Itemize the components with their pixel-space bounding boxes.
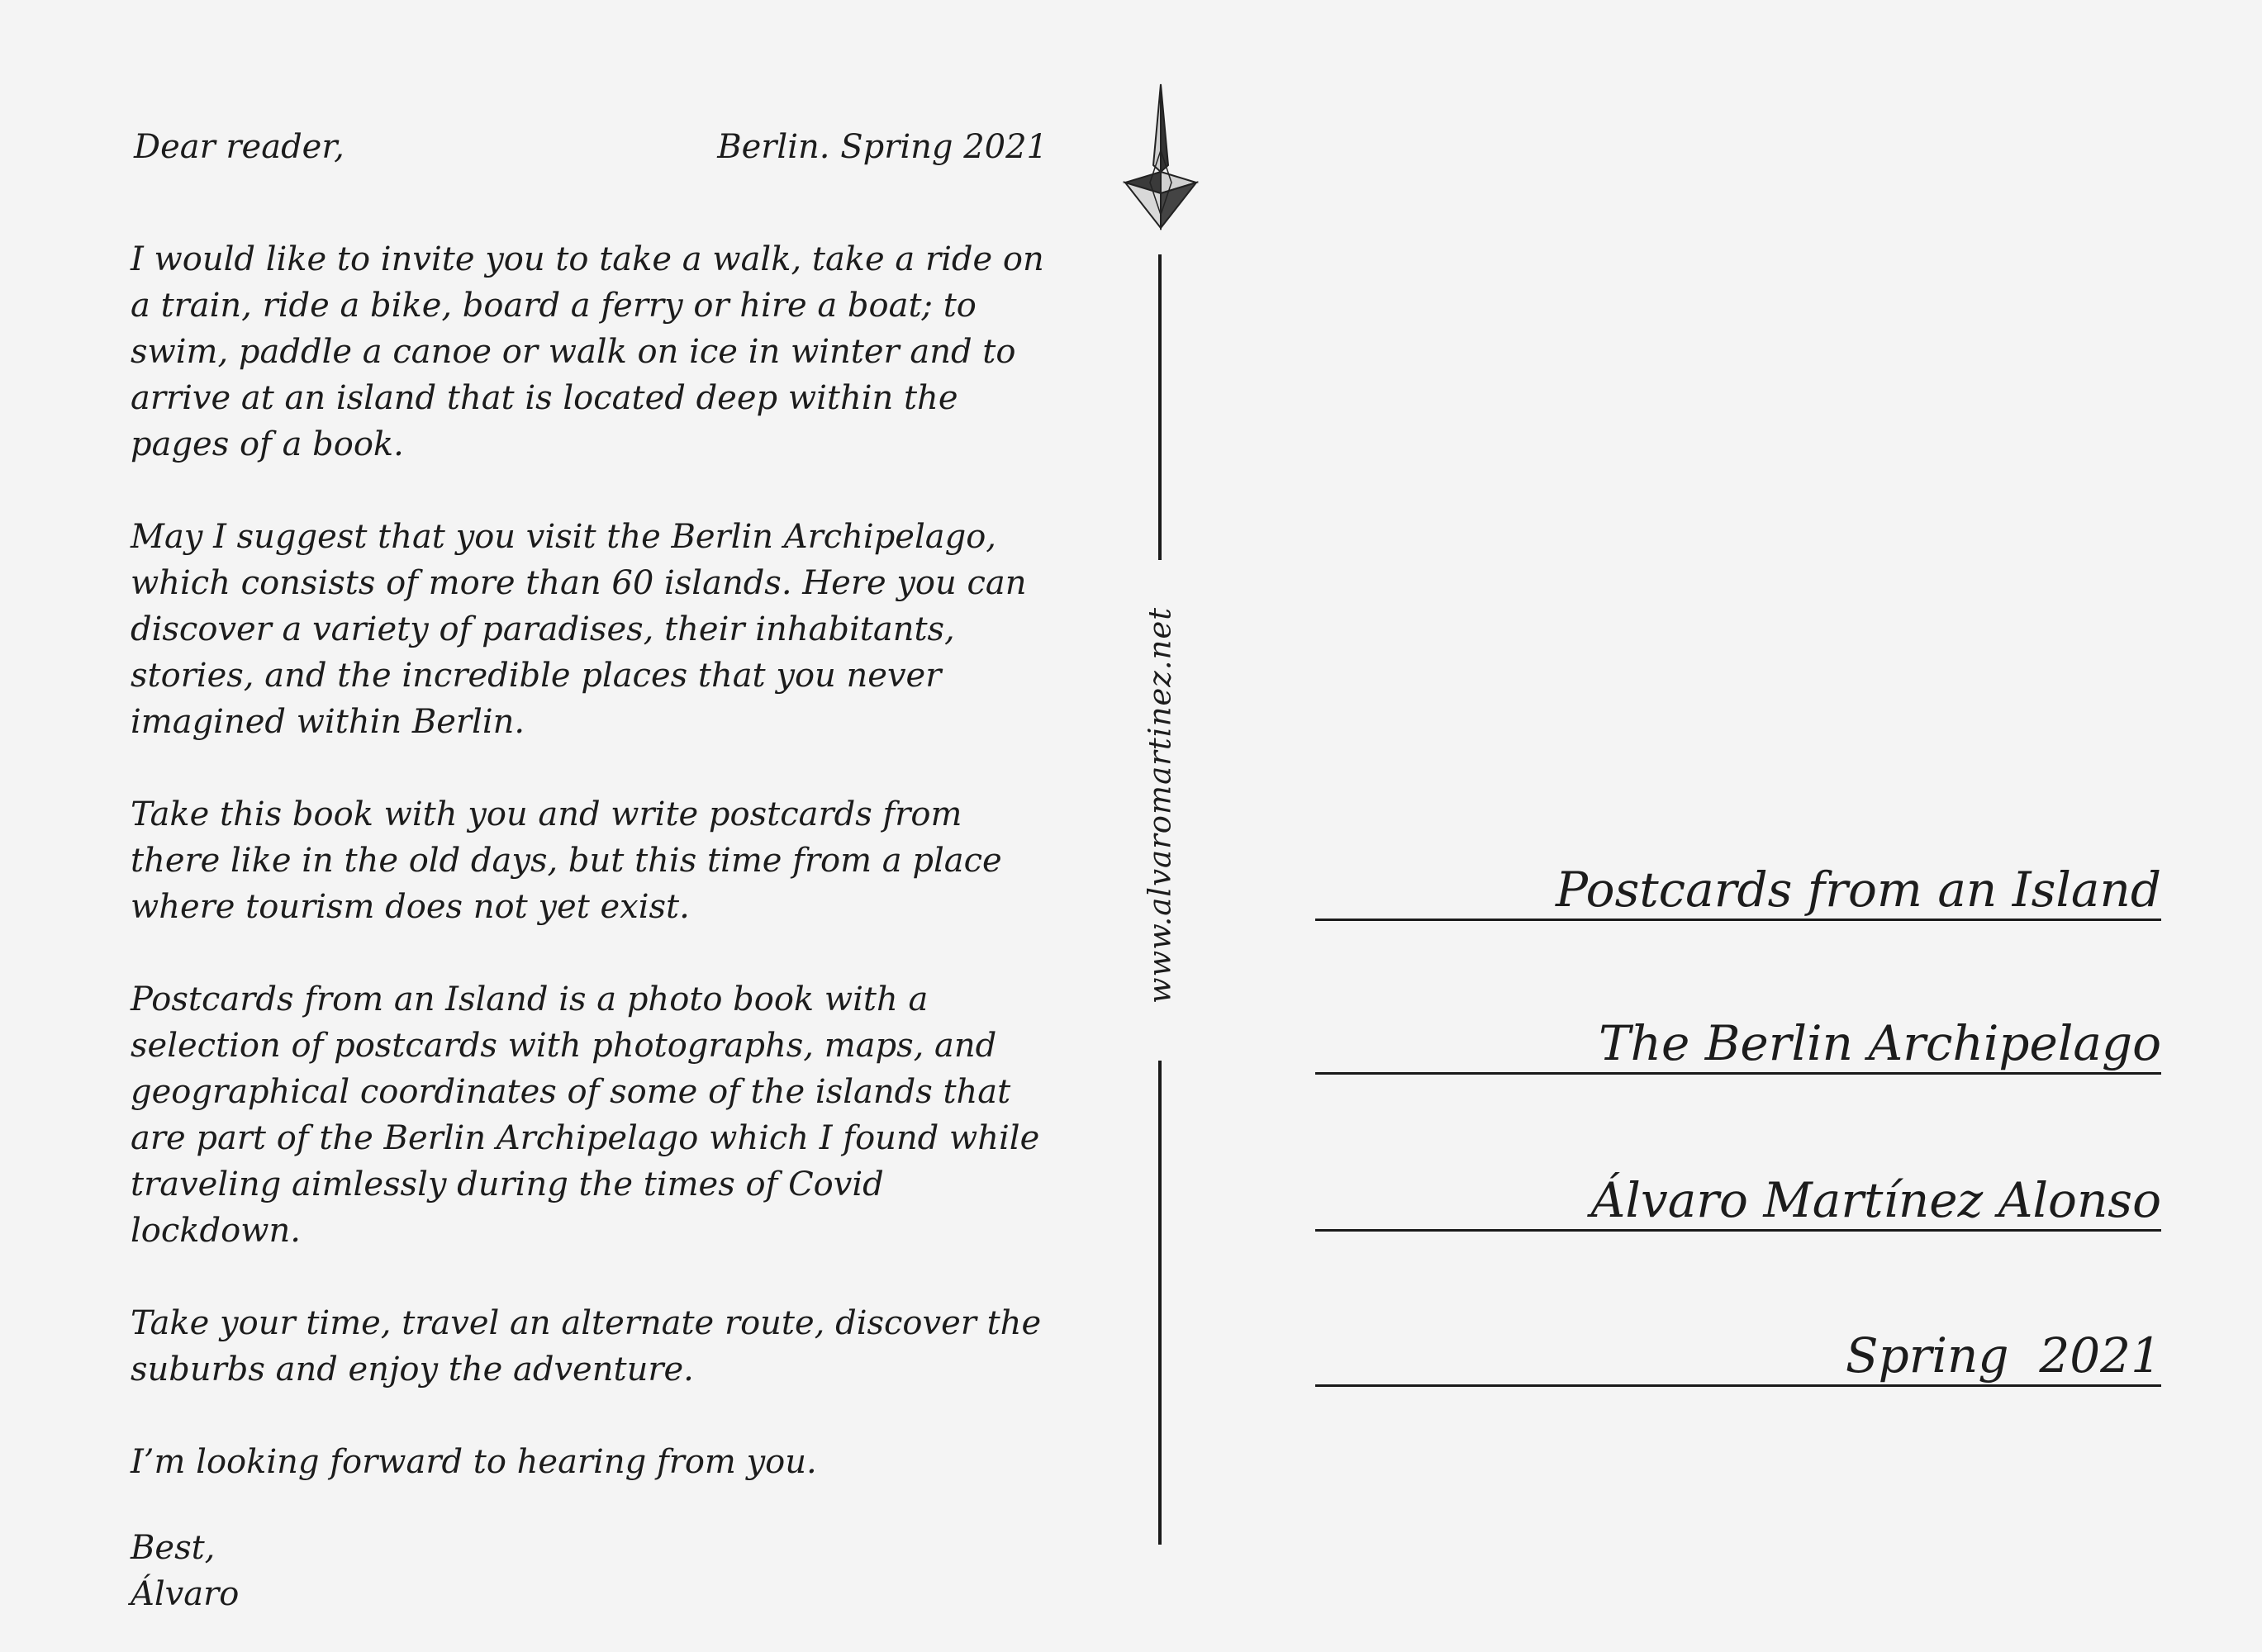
letter-paragraph-3: Take this book with you and write postcards from there like in the old days, but this time from a place where tourism does not yet exist.: [131, 795, 1002, 926]
letter-paragraph-5: Take your time, travel an alternate route, discover the suburbs and enjoy the adventure.: [131, 1304, 1042, 1389]
website-url: www.alvaromartinez.net: [1142, 606, 1178, 1004]
address-line-date: Spring 2021: [1315, 1327, 2161, 1387]
letter-paragraph-1: I would like to invite you to take a walk, take a ride on a train, ride a bike, board a ferry or hire a boat; to swim, paddle a canoe or walk on ice in winter and to arrive at an island that is located deep within the pages of a book.: [131, 240, 1044, 463]
letter-text: [131, 124, 1048, 1617]
letter-paragraph-4: Postcards from an Island is a photo book with a selection of postcards with photographs, maps, and geographical coordinates of some of the islands that are part of the Berlin Archipelago which I found while traveling aimlessly during the times of Covid lockdown.: [131, 980, 1040, 1250]
letter-paragraph-6: I’m looking forward to hearing from you.: [131, 1443, 817, 1481]
signature: Álvaro: [131, 1575, 240, 1613]
letter-paragraph-2: May I suggest that you visit the Berlin Archipelago, which consists of more than 60 islands. Here you can discover a variety of paradises, their inhabitants, stories, and the incredible places that you never imagined within Berlin.: [131, 518, 1027, 741]
divider-line-top: [1158, 254, 1162, 560]
compass-star-icon: [1117, 83, 1205, 233]
salutation: Dear reader,: [134, 128, 345, 166]
address-line-title: Postcards from an Island: [1315, 861, 2161, 921]
place-date: Berlin. Spring 2021: [717, 128, 1048, 166]
address-line-author: Álvaro Martínez Alonso: [1315, 1171, 2161, 1232]
address-line-subtitle: The Berlin Archipelago: [1315, 1014, 2161, 1075]
divider-line-bottom: [1158, 1061, 1162, 1545]
letter-header: [131, 124, 1048, 170]
closing: Best,: [131, 1529, 216, 1567]
